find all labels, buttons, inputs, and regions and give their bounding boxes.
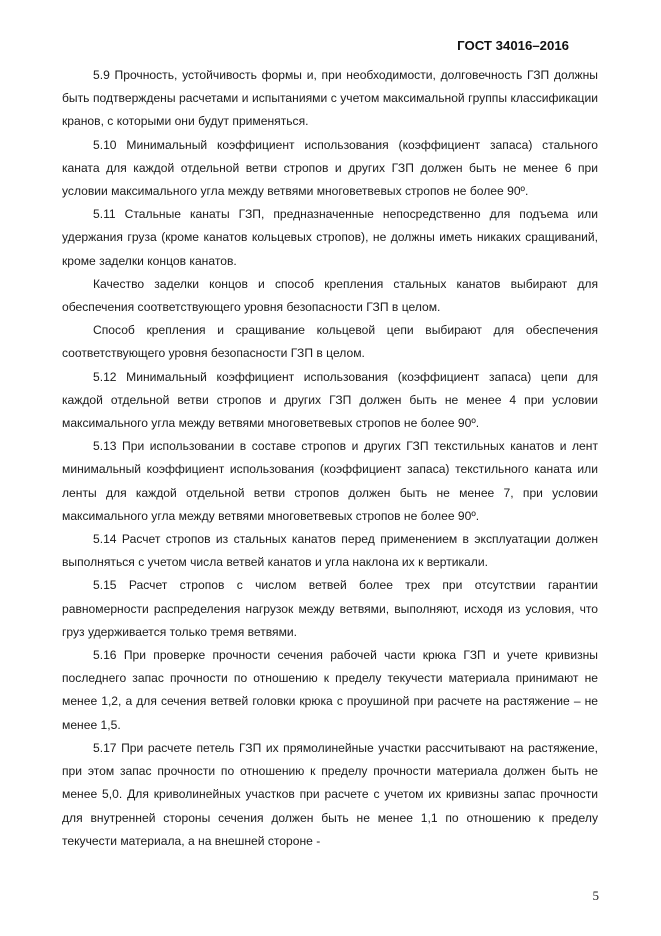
document-body [62,64,598,853]
paragraph-5-16: 5.16 При проверке прочности сечения рабочей части крюка ГЗП и учете кривизны последнего запас прочности по отношению к пределу текучести материала принимают не менее 1,2, а для сечения ветвей головки крюка с проушиной при расчете на растяжение – не менее 1,5. [62,648,598,732]
page-number: 5 [592,888,599,903]
paragraph-5-17: 5.17 При расчете петель ГЗП их прямолинейные участки рассчитывают на растяжение, при этом запас прочности по отношению к пределу прочности материала должен быть не менее 5,0. Для криволинейных участков при расчете с учетом их кривизны запас прочности для внутренней стороны сечения должен быть не менее 1,1 по отношению к пределу текучести материала, а на внешней стороне - [62,740,598,848]
paragraph-5-10: 5.10 Минимальный коэффициент использования (коэффициент запаса) стального каната для каждой отдельной ветви стропов и других ГЗП должен быть не менее 6 при условии максимального угла между ветвями многоветвевых стропов не более 90º. [62,137,598,199]
paragraph-5-12: 5.12 Минимальный коэффициент использования (коэффициент запаса) цепи для каждой отдельной ветви стропов и других ГЗП должен быть не менее 4 при условии максимального угла между ветвями многоветвевых стропов не более 90º. [62,369,598,431]
paragraph-5-11: 5.11 Стальные канаты ГЗП, предназначенные непосредственно для подъема или удержания груза (кроме канатов кольцевых стропов), не должны иметь никаких сращиваний, кроме заделки концов канатов. [62,207,598,268]
paragraph-chain-fastening: Способ крепления и сращивание кольцевой цепи выбирают для обеспечения соответствующего уровня безопасности ГЗП в целом. [62,323,598,361]
standard-header: ГОСТ 34016–2016 [457,38,569,53]
paragraph-5-15: 5.15 Расчет стропов с числом ветвей более трех при отсутствии гарантии равномерности распределения нагрузок между ветвями, выполняют, исходя из условия, что груз удерживается только тремя ветвями. [62,578,598,639]
paragraph-5-13: 5.13 При использовании в составе стропов и других ГЗП текстильных канатов и лент минимальный коэффициент использования (коэффициент запаса) текстильного каната или ленты для каждой отдельной ветви стропов должен быть не менее 7, при условии максимального угла между ветвями многоветвевых стропов не более 90º. [62,439,598,523]
paragraph-5-9: 5.9 Прочность, устойчивость формы и, при необходимости, долговечность ГЗП должны быть подтверждены расчетами и испытаниями с учетом максимальной группы классификации кранов, с которыми они будут применяться. [62,68,598,129]
paragraph-5-14: 5.14 Расчет стропов из стальных канатов перед применением в эксплуатации должен выполняться с учетом числа ветвей канатов и угла наклона их к вертикали. [62,532,598,570]
paragraph-rope-termination: Качество заделки концов и способ крепления стальных канатов выбирают для обеспечения соответствующего уровня безопасности ГЗП в целом. [62,276,598,315]
